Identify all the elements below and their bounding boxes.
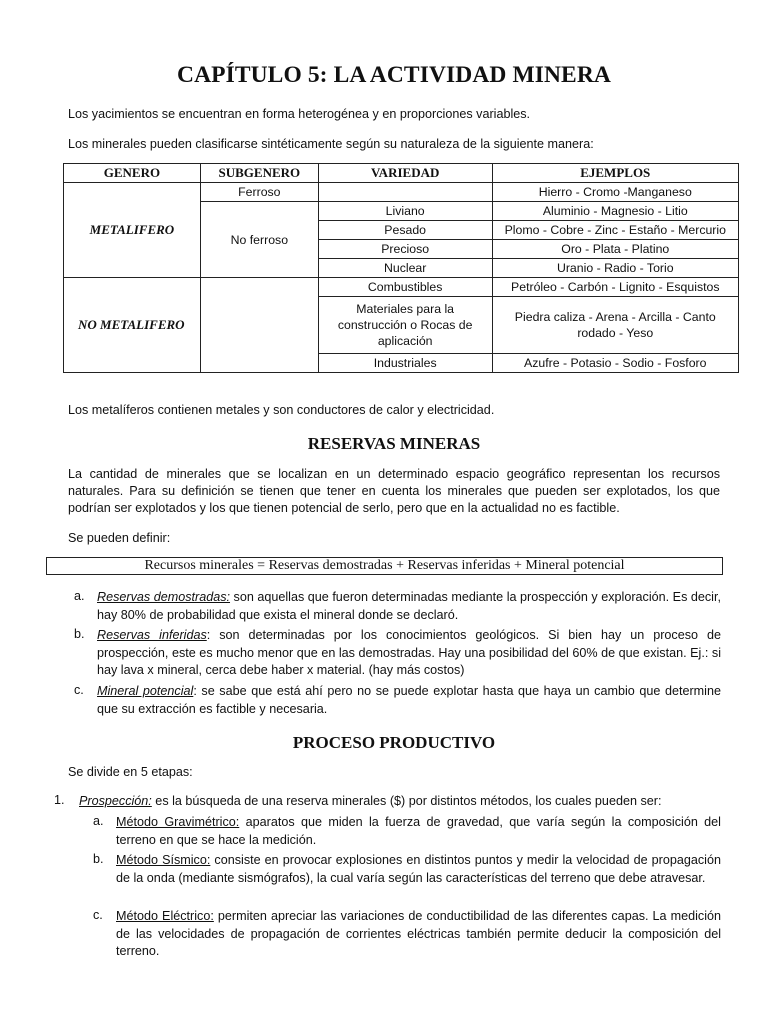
header-ejemplos: EJEMPLOS [492, 164, 738, 183]
genero-metalifero: METALIFERO [64, 183, 201, 278]
subgenero-no-ferroso: No ferroso [200, 202, 318, 278]
item-text: es la búsqueda de una reserva minerales ($) por distintos métodos, los cuales pueden ser: [151, 794, 662, 808]
item-text: : son determinadas por los conocimientos geológicos. Si bien hay un proceso de prospección, este es mucho menor que en las demostradas. Hay una posibilidad del 60% de que existan. Ej.: si hay lava x mineral, cerca debe haber x material. (hay más costos) [97, 628, 721, 677]
list-marker: b. [93, 852, 104, 866]
variedad-cell: Materiales para la construcción o Rocas de aplicación [318, 297, 492, 354]
term-label: Método Sísmico: [116, 853, 211, 867]
term-label: Método Eléctrico: [116, 909, 214, 923]
ejemplos-cell: Aluminio - Magnesio - Litio [492, 202, 738, 221]
ejemplos-cell: Plomo - Cobre - Zinc - Estaño - Mercurio [492, 221, 738, 240]
header-genero: GENERO [64, 164, 201, 183]
se-pueden-definir: Se pueden definir: [68, 531, 171, 545]
list-marker: a. [74, 589, 85, 603]
list-marker: b. [74, 627, 85, 641]
chapter-title: CAPÍTULO 5: LA ACTIVIDAD MINERA [177, 62, 611, 88]
resources-formula-box: Recursos minerales = Reservas demostradas + Reservas inferidas + Mineral potencial [46, 557, 723, 575]
intro-line-1: Los yacimientos se encuentran en forma heterogénea y en proporciones variables. [68, 107, 531, 121]
variedad-cell: Pesado [318, 221, 492, 240]
metaliferos-note: Los metalíferos contienen metales y son conductores de calor y electricidad. [68, 403, 495, 417]
item-text: consiste en provocar explosiones en distintos puntos y medir la velocidad de propagación de la onda (mediante sismógrafos), la cual varía según las características del terreno que debe atravesar. [116, 853, 721, 885]
header-subgenero: SUBGENERO [200, 164, 318, 183]
table-row [64, 183, 739, 202]
term-label: Prospección: [79, 794, 152, 808]
list-item-prospeccion [79, 793, 721, 811]
list-marker: c. [74, 683, 84, 697]
list-marker: a. [93, 814, 104, 828]
list-marker: c. [93, 908, 103, 922]
term-label: Reservas demostradas: [97, 590, 231, 604]
list-item-mineral-potencial [97, 683, 721, 718]
item-text: permiten apreciar las variaciones de conductibilidad de las diferentes capas. La medición de las velocidades de propagación de corrientes eléctricas también permite deducir la composición del terreno. [116, 909, 721, 958]
variedad-cell [318, 183, 492, 202]
variedad-cell: Nuclear [318, 259, 492, 278]
variedad-cell: Liviano [318, 202, 492, 221]
variedad-cell: Industriales [318, 354, 492, 373]
list-item-metodo-sismico [116, 852, 721, 887]
term-label: Reservas inferidas [97, 628, 207, 642]
ejemplos-cell: Hierro - Cromo -Manganeso [492, 183, 738, 202]
subgenero-empty-cell [200, 278, 318, 373]
list-item-reservas-inferidas [97, 627, 721, 680]
header-variedad: VARIEDAD [318, 164, 492, 183]
mineral-classification-table [63, 163, 739, 373]
table-header-row [64, 164, 739, 183]
term-label: Método Gravimétrico: [116, 815, 240, 829]
subgenero-ferroso: Ferroso [200, 183, 318, 202]
genero-no-metalifero: NO METALIFERO [64, 278, 201, 373]
proceso-heading: PROCESO PRODUCTIVO [292, 733, 496, 752]
list-item-metodo-gravimetrico [116, 814, 721, 849]
ejemplos-cell: Uranio - Radio - Torio [492, 259, 738, 278]
variedad-cell: Precioso [318, 240, 492, 259]
term-label: Mineral potencial [97, 684, 194, 698]
item-text: aparatos que miden la fuerza de gravedad, que varía según la composición del terreno en que se hace la medición. [116, 815, 721, 847]
ejemplos-cell: Piedra caliza - Arena - Arcilla - Canto rodado - Yeso [492, 297, 738, 354]
ejemplos-cell: Azufre - Potasio - Sodio - Fosforo [492, 354, 738, 373]
reservas-paragraph: La cantidad de minerales que se localizan en un determinado espacio geográfico representan los recursos naturales. Para su definición se tienen que tener en cuenta los minerales que pueden ser explotados, los que podrían ser explotados y los que tienen potencial de serlo, pero que en la actualidad no es factible. [68, 467, 720, 515]
variedad-cell: Combustibles [318, 278, 492, 297]
item-text: : se sabe que está ahí pero no se puede explotar hasta que haya un cambio que determine que su extracción es factible y necesaria. [97, 684, 721, 716]
reservas-heading: RESERVAS MINERAS [307, 434, 481, 453]
ejemplos-cell: Petróleo - Carbón - Lignito - Esquistos [492, 278, 738, 297]
intro-line-2: Los minerales pueden clasificarse sintéticamente según su naturaleza de la siguiente manera: [68, 137, 594, 151]
list-item-reservas-demostradas [97, 589, 721, 624]
list-marker: 1. [54, 793, 65, 807]
list-item-metodo-electrico [116, 908, 721, 961]
ejemplos-cell: Oro - Plata - Platino [492, 240, 738, 259]
proceso-intro: Se divide en 5 etapas: [68, 765, 193, 779]
item-text: son aquellas que fueron determinadas mediante la prospección y exploración. Es decir, hay 80% de probabilidad que exista el mineral donde se declaró. [97, 590, 721, 622]
table-row [64, 278, 739, 297]
